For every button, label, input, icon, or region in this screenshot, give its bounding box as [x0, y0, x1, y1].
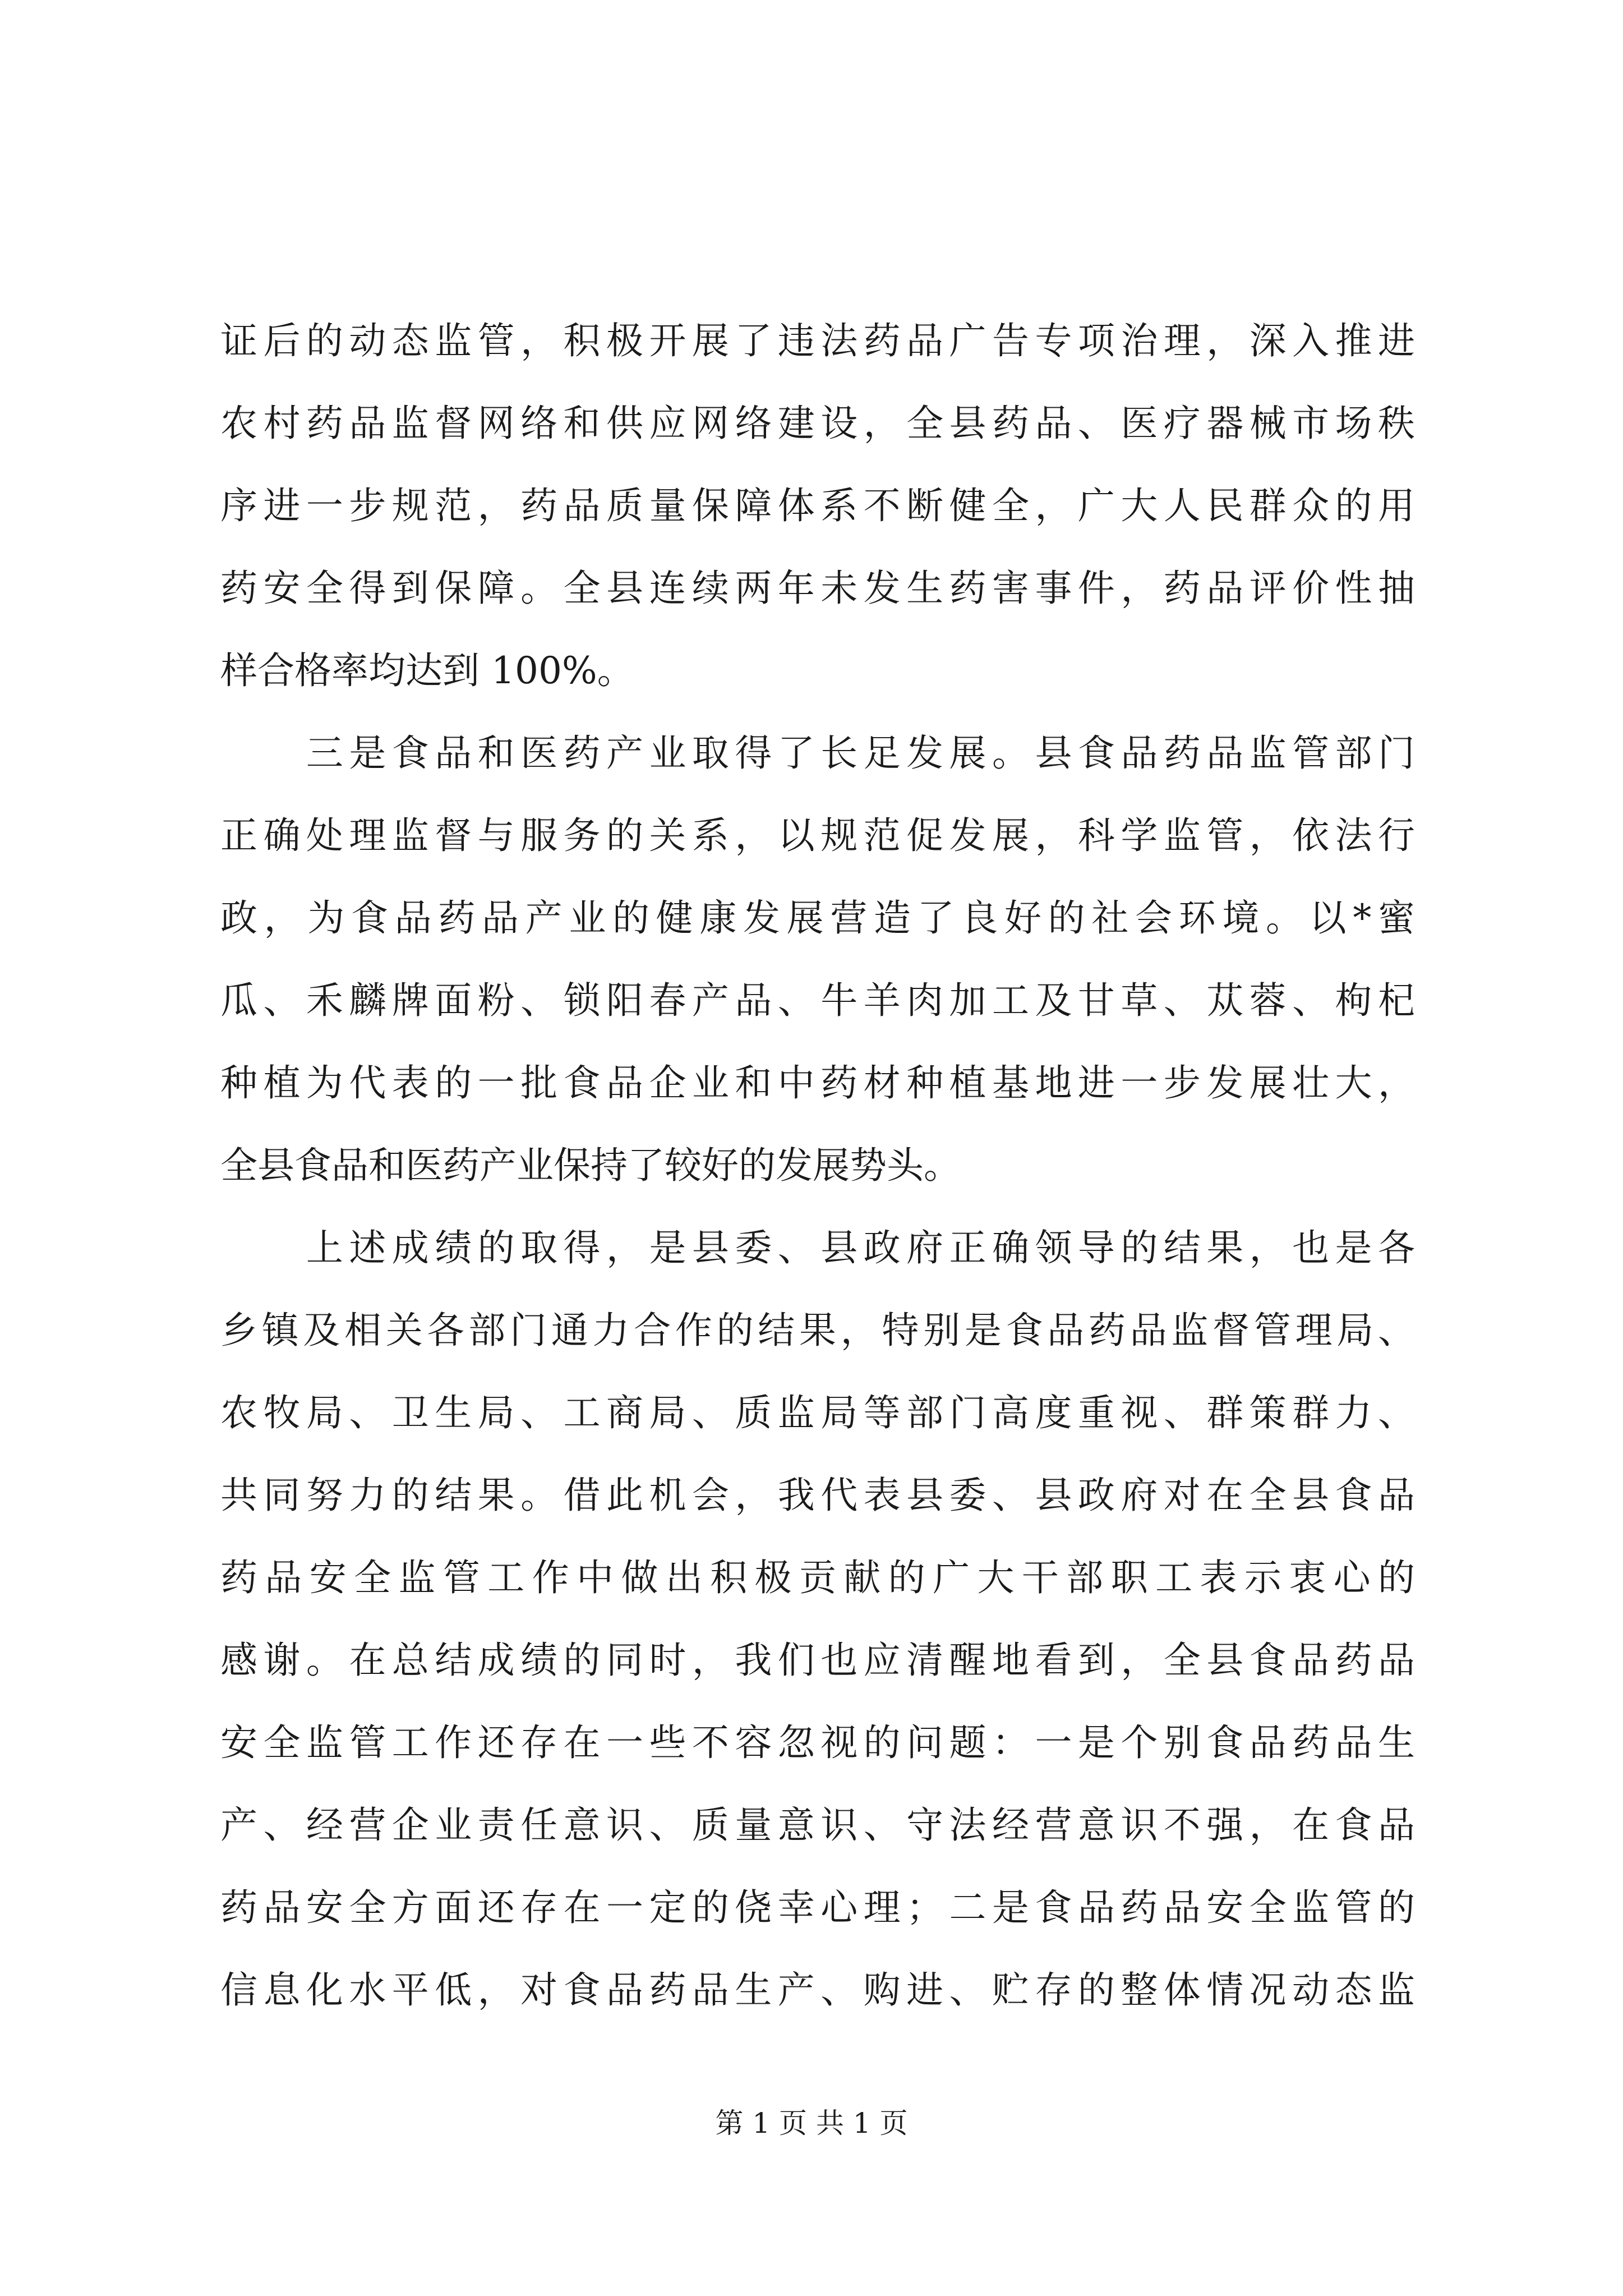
- text-line-4: 药安全得到保障。全县连续两年未发生药害事件，药品评价性抽: [220, 567, 1415, 610]
- text-line-10: 种植为代表的一批食品企业和中药材种植基地进一步发展壮大，: [220, 1061, 1415, 1105]
- text-line-16: 药品安全监管工作中做出积极贡献的广大干部职工表示衷心的: [220, 1556, 1415, 1599]
- text-line-18: 安全监管工作还存在一些不容忽视的问题：一是个别食品药品生: [220, 1721, 1415, 1764]
- text-line-21: 信息化水平低，对食品药品生产、购进、贮存的整体情况动态监: [220, 1968, 1415, 2012]
- text-line-12: 上述成绩的取得，是县委、县政府正确领导的结果，也是各: [220, 1226, 1415, 1269]
- text-line-6: 三是食品和医药产业取得了长足发展。县食品药品监管部门: [220, 731, 1415, 775]
- text-line-8: 政，为食品药品产业的健康发展营造了良好的社会环境。以*蜜: [220, 896, 1415, 940]
- text-line-20: 药品安全方面还存在一定的侥幸心理；二是食品药品安全监管的: [220, 1886, 1415, 1929]
- text-line-14: 农牧局、卫生局、工商局、质监局等部门高度重视、群策群力、: [220, 1391, 1415, 1434]
- text-line-9: 瓜、禾麟牌面粉、锁阳春产品、牛羊肉加工及甘草、苁蓉、枸杞: [220, 979, 1415, 1022]
- text-line-3: 序进一步规范，药品质量保障体系不断健全，广大人民群众的用: [220, 484, 1415, 527]
- text-line-1: 证后的动态监管，积极开展了违法药品广告专项治理，深入推进: [220, 319, 1415, 362]
- text-line-15: 共同努力的结果。借此机会，我代表县委、县政府对在全县食品: [220, 1474, 1415, 1517]
- text-line-17: 感谢。在总结成绩的同时，我们也应清醒地看到，全县食品药品: [220, 1639, 1415, 1682]
- text-line-5: 样合格率均达到 100%。: [220, 649, 634, 692]
- text-line-7: 正确处理监督与服务的关系，以规范促发展，科学监管，依法行: [220, 814, 1415, 857]
- text-line-11: 全县食品和医药产业保持了较好的发展势头。: [220, 1144, 961, 1187]
- page-number-footer: 第 1 页 共 1 页: [715, 2107, 908, 2139]
- text-line-13: 乡镇及相关各部门通力合作的结果，特别是食品药品监督管理局、: [220, 1309, 1415, 1352]
- text-line-2: 农村药品监督网络和供应网络建设，全县药品、医疗器械市场秩: [220, 402, 1415, 445]
- text-line-19: 产、经营企业责任意识、质量意识、守法经营意识不强，在食品: [220, 1803, 1415, 1847]
